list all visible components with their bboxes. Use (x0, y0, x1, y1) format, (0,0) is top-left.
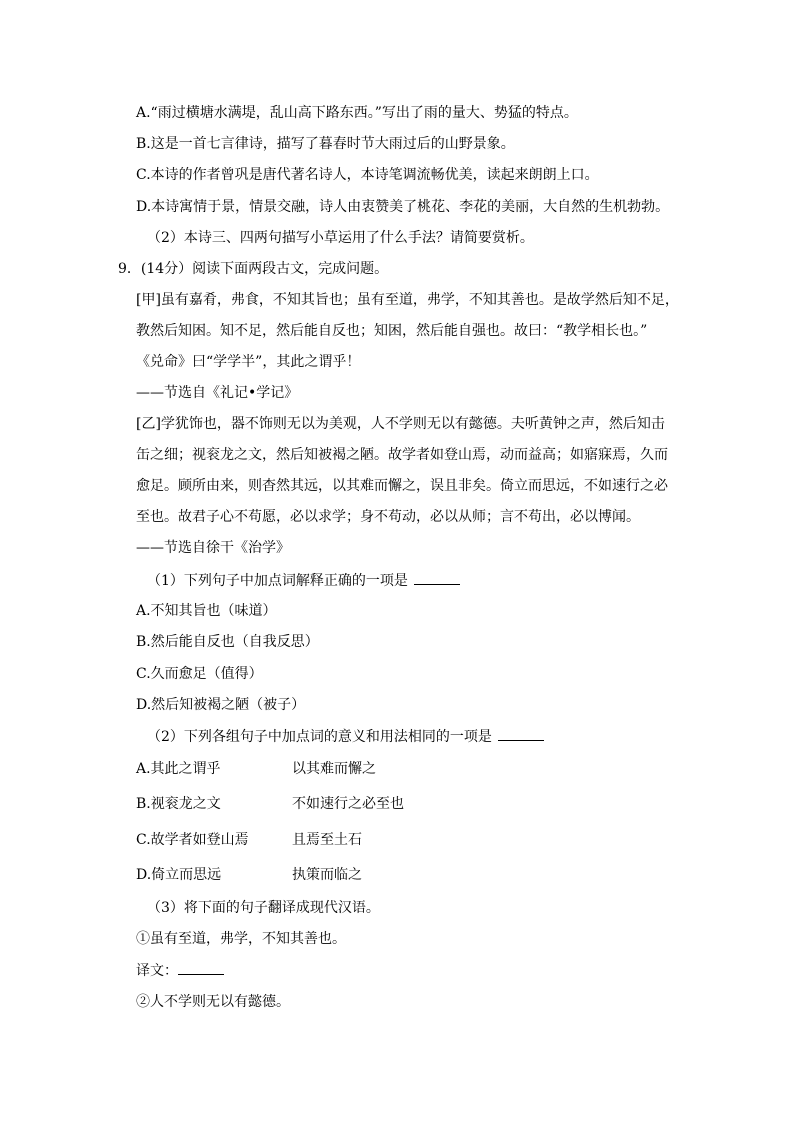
option-b-left: B.视衮龙之文 (136, 796, 221, 812)
option-a-right: 以其难而懈之 (292, 761, 376, 777)
option-b-right: 不如速行之必至也 (292, 796, 404, 812)
answer-blank[interactable] (414, 570, 460, 585)
passage-yi-source: ——节选自徐干《治学》 (136, 540, 290, 556)
option-d-right: 执策而临之 (292, 867, 362, 883)
q9-sub-2-option-b (136, 794, 221, 814)
q9-header: 9．(14分）阅读下面两段古文，完成问题。 (118, 261, 389, 277)
q9-sub-2-option-c (136, 830, 249, 850)
passage-yi-line-4: 至也。故君子心不苟愿，必以求学；身不苟动，必以从师；言不苟出，必以博闻。 (136, 509, 640, 525)
passage-yi-line-2: 缶之细；视衮龙之文，然后知被褐之陋。故学者如登山焉，动而益高；如寤寐焉，久而 (136, 447, 668, 463)
q9-sub-1-option-d: D.然后知被褐之陋（被子） (136, 697, 306, 713)
answer-blank[interactable] (178, 960, 224, 975)
q8-option-c: C.本诗的作者曾巩是唐代著名诗人，本诗笔调流畅优美，读起来朗朗上口。 (136, 167, 599, 183)
translation-label: 译文： (136, 963, 178, 979)
passage-jia-source: ——节选自《礼记•学记》 (136, 385, 299, 401)
passage-jia-line-1: [甲]虽有嘉肴，弗食，不知其旨也；虽有至道，弗学，不知其善也。是故学然后知不足， (136, 292, 679, 308)
option-a-left: A.其此之谓乎 (136, 761, 221, 777)
q9-sub-2-option-a (136, 759, 221, 779)
answer-blank[interactable] (498, 726, 544, 741)
option-c-right: 且焉至土石 (292, 832, 362, 848)
passage-yi-line-3: 愈足。顾所由来，则杳然其远，以其难而懈之，误且非矣。倚立而思远，不如速行之必 (136, 478, 668, 494)
q9-sub-3-item-2: ②人不学则无以有懿德。 (136, 994, 290, 1010)
passage-jia-line-2: 教然后知困。知不足，然后能自反也；知困，然后能自强也。故曰：“教学相长也。” (136, 323, 648, 339)
q9-sub-3-prompt: （3）将下面的句子翻译成现代汉语。 (147, 900, 380, 916)
q8-option-a: A.“雨过横塘水满堤，乱山高下路东西。”写出了雨的量大、势猛的特点。 (136, 105, 578, 121)
q9-sub-3-translation (136, 960, 224, 980)
q9-sub-1-prompt (147, 570, 460, 590)
option-c-left: C.故学者如登山焉 (136, 832, 249, 848)
q8-sub-question-2: （2）本诗三、四两句描写小草运用了什么手法？请简要赏析。 (147, 230, 534, 246)
q9-sub-3-item-1: ①虽有至道，弗学，不知其善也。 (136, 931, 346, 947)
q9-sub-1-option-b: B.然后能自反也（自我反思） (136, 634, 319, 650)
passage-yi-line-1: [乙]学犹饰也，器不饰则无以为美观，人不学则无以有懿德。夫听黄钟之声，然后知击 (136, 416, 665, 432)
q8-option-b: B.这是一首七言律诗，描写了暮春时节大雨过后的山野景象。 (136, 136, 515, 152)
q9-sub-1-option-c: C.久而愈足（值得） (136, 666, 263, 682)
q9-sub-2-option-d (136, 865, 221, 885)
passage-jia-line-3: 《兑命》曰“学学半”，其此之谓乎！ (136, 354, 361, 370)
option-d-left: D.倚立而思远 (136, 867, 222, 883)
q9-sub-1-option-a: A.不知其旨也（味道） (136, 603, 277, 619)
q9-sub-2-prompt (147, 726, 544, 746)
q9-sub-2-prompt-text: （2）下列各组句子中加点词的意义和用法相同的一项是 (147, 729, 492, 745)
q8-option-d: D.本诗寓情于景，情景交融，诗人由衷赞美了桃花、李花的美丽，大自然的生机勃勃。 (136, 199, 670, 215)
q9-sub-1-prompt-text: （1）下列句子中加点词解释正确的一项是 (147, 573, 408, 589)
